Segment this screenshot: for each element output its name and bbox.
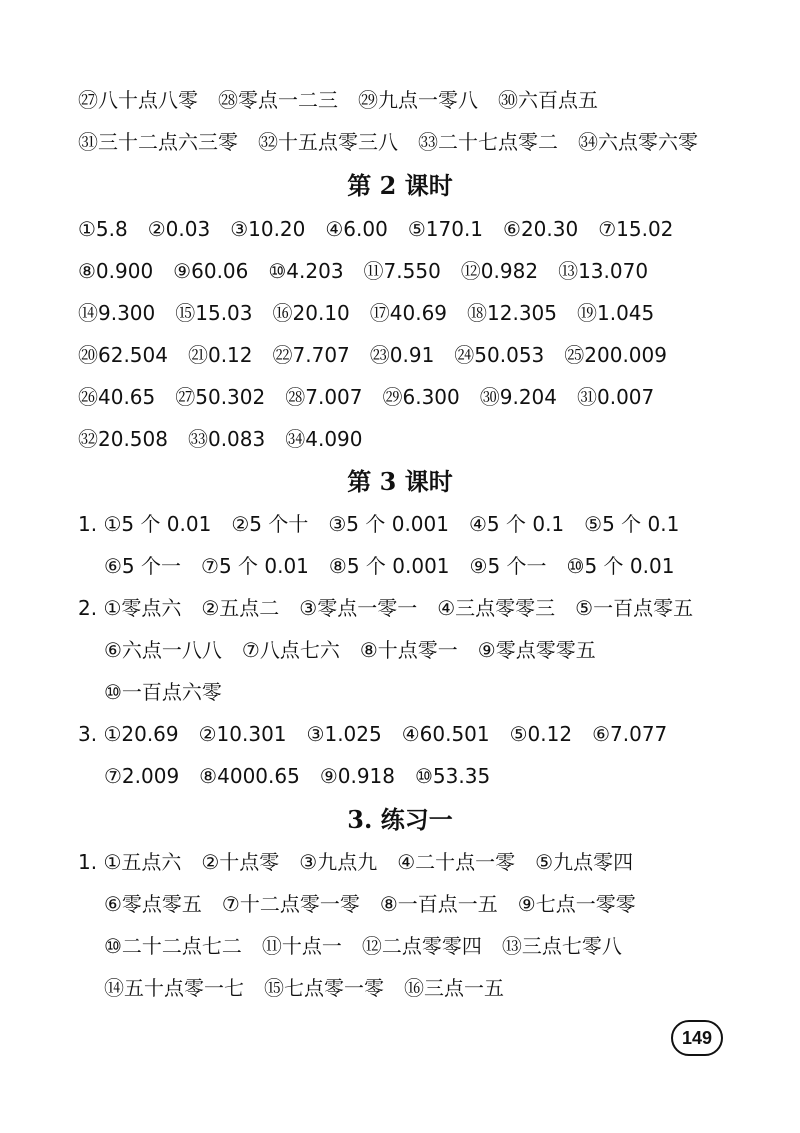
text-line: ⑩二十二点七二 ⑪十点一 ⑫二点零零四 ⑬三点七零八 (104, 934, 622, 958)
text-line: ⑥5 个一 ⑦5 个 0.01 ⑧5 个 0.001 ⑨5 个一 ⑩5 个 0.01 (104, 554, 675, 578)
text-line: 3. ①20.69 ②10.301 ③1.025 ④60.501 ⑤0.12 ⑥7.077 (78, 722, 668, 746)
text-line: ㉗八十点八零 ㉘零点一二三 ㉙九点一零八 ㉚六百点五 (78, 88, 598, 112)
text-line: ①5.8 ②0.03 ③10.20 ④6.00 ⑤170.1 ⑥20.30 ⑦15.02 (78, 217, 674, 241)
page-number: 149 (671, 1020, 723, 1056)
text-line: 2. ①零点六 ②五点二 ③零点一零一 ④三点零零三 ⑤一百点零五 (78, 596, 694, 620)
text-line: ⑭五十点零一七 ⑮七点零一零 ⑯三点一五 (104, 976, 504, 1000)
text-line: 1. ①五点六 ②十点零 ③九点九 ④二十点一零 ⑤九点零四 (78, 850, 634, 874)
text-line: ㉖40.65 ㉗50.302 ㉘7.007 ㉙6.300 ㉚9.204 ㉛0.007 (78, 385, 655, 409)
text-line: ㉛三十二点六三零 ㉜十五点零三八 ㉝二十七点零二 ㉞六点零六零 (78, 130, 698, 154)
text-line: ⑥零点零五 ⑦十二点零一零 ⑧一百点一五 ⑨七点一零零 (104, 892, 636, 916)
text-line: ⑩一百点六零 (104, 680, 222, 704)
text-line: ⑧0.900 ⑨60.06 ⑩4.203 ⑪7.550 ⑫0.982 ⑬13.070 (78, 259, 649, 283)
section-heading: 第 2 课时 (347, 171, 453, 200)
text-line: 1. ①5 个 0.01 ②5 个十 ③5 个 0.001 ④5 个 0.1 ⑤5 个 0.1 (78, 512, 680, 536)
text-line: ㉜20.508 ㉝0.083 ㉞4.090 (78, 427, 363, 451)
text-line: ⑭9.300 ⑮15.03 ⑯20.10 ⑰40.69 ⑱12.305 ⑲1.045 (78, 301, 655, 325)
section-heading: 第 3 课时 (347, 467, 453, 496)
section-heading: 3. 练习一 (347, 805, 453, 834)
text-line: ⑥六点一八八 ⑦八点七六 ⑧十点零一 ⑨零点零零五 (104, 638, 596, 662)
text-line: ⑦2.009 ⑧4000.65 ⑨0.918 ⑩53.35 (104, 764, 491, 788)
text-line: ⑳62.504 ㉑0.12 ㉒7.707 ㉓0.91 ㉔50.053 ㉕200.009 (78, 343, 667, 367)
